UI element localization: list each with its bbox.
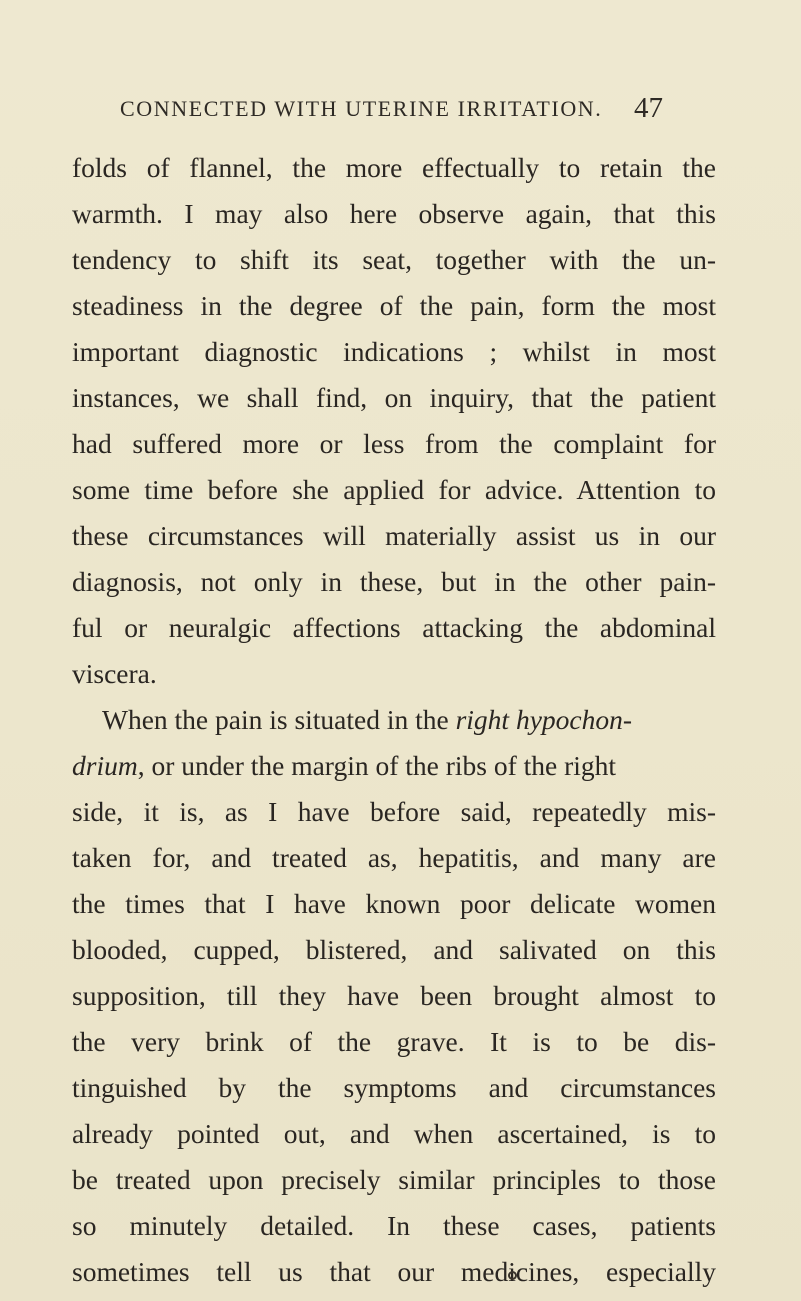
text-line: ful or neuralgic affections attacking the abdominal [72,612,716,643]
text-line: the times that I have known poor delicate women [72,888,716,919]
text-line [72,743,716,789]
text-line: already pointed out, and when ascertained, is to [72,1118,716,1149]
page-number: 47 [634,92,663,124]
text-line: some time before she applied for advice. Attention to [72,474,716,505]
text-line: blooded, cupped, blistered, and salivated on this [72,934,716,965]
text-line: the very brink of the grave. It is to be dis- [72,1026,716,1057]
paragraph-first-line [72,697,716,743]
text-line: so minutely detailed. In these cases, patients [72,1210,716,1241]
text-line: instances, we shall find, on inquiry, that the patient [72,382,716,413]
ink-speck [508,1271,517,1280]
running-title: CONNECTED WITH UTERINE IRRITATION. [120,96,603,121]
italic-term: right hypochon- [455,704,633,735]
running-head [120,92,740,132]
text-line: be treated upon precisely similar principles to those [72,1164,716,1195]
body-text [72,145,716,1295]
text-span: , or under the margin of the ribs of the right [137,750,617,781]
text-line: supposition, till they have been brought almost to [72,980,716,1011]
text-line: taken for, and treated as, hepatitis, and many are [72,842,716,873]
text-line: tendency to shift its seat, together with the un- [72,244,716,275]
text-line: folds of flannel, the more effectually to retain the [72,152,716,183]
text-span: When the pain is situated in the [102,704,456,735]
text-line: tinguished by the symptoms and circumstances [72,1072,716,1103]
text-line: side, it is, as I have before said, repeatedly mis- [72,796,716,827]
text-line: these circumstances will materially assist us in our [72,520,716,551]
text-line: diagnosis, not only in these, but in the other pain- [72,566,716,597]
text-line: important diagnostic indications ; whilst in most [72,336,716,367]
text-line: had suffered more or less from the complaint for [72,428,716,459]
italic-term: drium [72,750,138,781]
text-line: steadiness in the degree of the pain, form the most [72,290,716,321]
text-line: viscera. [72,658,157,689]
text-line: sometimes tell us that our medicines, especially [72,1256,716,1287]
text-line: warmth. I may also here observe again, that this [72,198,716,229]
